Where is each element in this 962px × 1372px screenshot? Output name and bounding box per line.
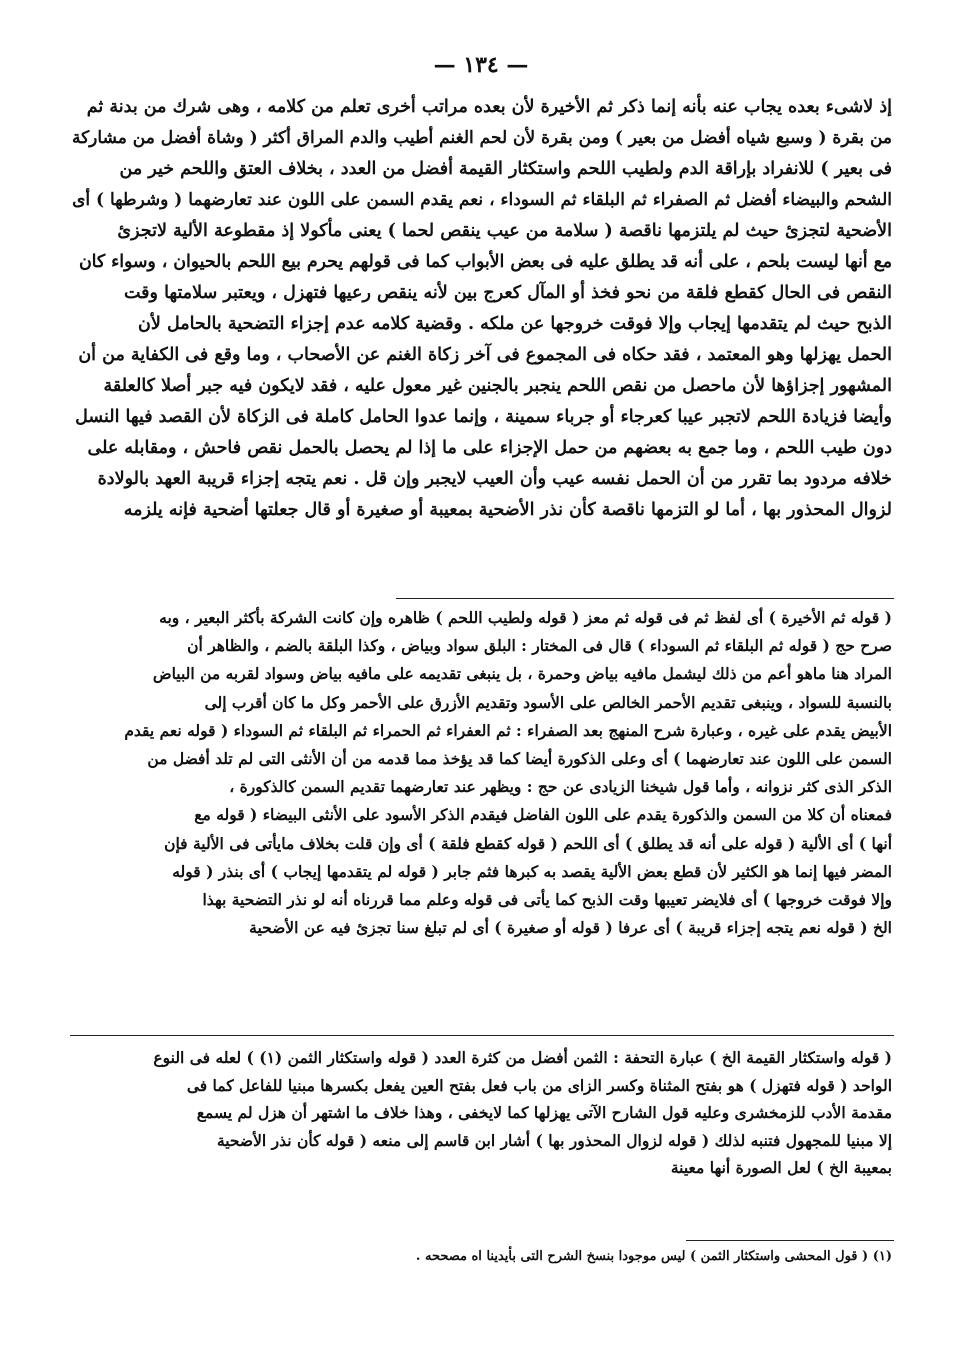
gloss-line: مقدمة الأدب للزمخشرى وعليه قول الشارح الآتى يهزلها كما لايخفى ، وهذا خلاف ما اشتهر أن هزل لم يسمع: [196, 1103, 892, 1123]
main-line: لزوال المحذور بها ، أما لو التزمها ناقصة كأن نذر الأضحية بمعيبة أو صغيرة أو قال جعلتها أضحية فإنه يلزمه: [123, 500, 892, 520]
gloss-text: [70, 1044, 892, 1182]
main-line: الشحم والبيضاء أفضل ثم الصفراء ثم البلقاء ثم السوداء ، نعم يقدم السمن على اللون عند تعارضهما ( وشرطها ) أى: [72, 190, 892, 210]
main-line: من بقرة ( وسبع شياه أفضل من بعير ) ومن بقرة لأن لحم الغنم أطيب والدم المراق أكثر ( وشاة أفضل من مشاركة: [71, 128, 892, 148]
commentary-line: الأبيض يقدم على غيره ، وعبارة شرح المنهج بعد الصفراء : ثم العفراء ثم الحمراء ثم البلقاء ثم السوداء ( قوله نعم يقدم: [124, 720, 892, 740]
gloss-line: إلا مبنيا للمجهول فتنبه لذلك ( قوله لزوال المحذور بها ) أشار ابن قاسم إلى منعه ( قوله كأن نذر الأضحية: [216, 1130, 892, 1150]
page-number: — ١٣٤ —: [433, 52, 529, 78]
commentary-line: أنها ) أى الألية ( قوله على أنه قد يطلق ) أى اللحم ( قوله كقطع فلقة ) أى وإن قلت بخلاف مايأتى فى الألية فإن: [164, 833, 892, 853]
commentary-line: المضر فيها إنما هو الكثير لأن قطع بعض الألية يقصد به كبرها فثم جابر ( قوله لم يتقدمها إيجاب ) أى بنذر ( قوله: [172, 861, 892, 881]
commentary-separator-rule: [70, 1035, 894, 1036]
main-line: النقص فى الحال كقطع فلقة من نحو فخذ أو المآل كعرج بين لأنه ينقص رعيها فتهزل ، ويعتبر سلامتها وقت: [123, 283, 892, 303]
main-line: الحمل يهزلها وهو المعتمد ، فقد حكاه فى المجموع فى آخر زكاة الغنم عن الأصحاب ، وما وقع فى الكفاية من أن: [78, 345, 892, 365]
footnote-line: (١) ( قول المحشى واستكثار الثمن ) ليس موجودا بنسخ الشرح التى بأيدينا اه مصححه .: [415, 1249, 892, 1264]
main-line: وأيضا فزيادة اللحم لاتجبر عيبا كعرجاء أو جرباء سمينة ، وإنما عدوا الحامل كاملة فى الزكاة لأن القصد فيها النسل: [75, 407, 892, 427]
main-line: إذ لاشىء بعده يجاب عنه بأنه إنما ذكر ثم الأخيرة لأن بعده مراتب أخرى تعلم من كلامه ، وهى شرك من بدنة ثم: [86, 97, 892, 117]
main-line: دون طيب اللحم ، وما جمع به بعضهم من حمل الإجزاء على ما إذا لم يحصل بالحمل نقص فاحش ، ومقابله على: [87, 438, 892, 458]
footnote: [70, 1244, 892, 1270]
main-line: مع أنها ليست بلحم ، على أنه قد يطلق عليه فى بعض الأبواب كما فى قولهم يحرم بيع اللحم بالحيوان ، وسواء كان: [78, 252, 892, 272]
commentary-line: فمعناه أن كلا من السمن والذكورة يقدم على اللون الفاضل فيقدم الذكر الأسود على الأنثى البيضاء ( قوله مع: [194, 805, 892, 825]
commentary-line: الخ ( قوله نعم يتجه إجزاء قريبة ) أى عرفا ( قوله أو صغيرة ) أى لم تبلغ سنا تجزئ فيه عن الأضحية: [249, 918, 892, 938]
commentary-text: [70, 604, 892, 942]
main-separator-rule: [396, 598, 894, 599]
main-line: خلافه مردود بما تقرر من أن الحمل نفسه عيب وأن العيب لايجبر وإن قل . نعم يتجه إجزاء قريبة العهد بالولادة: [97, 469, 892, 489]
gloss-line: ( قوله واستكثار القيمة الخ ) عبارة التحفة : الثمن أفضل من كثرة العدد ( قوله واستكثار الثمن (١) ) لعله فى النوع: [153, 1048, 892, 1067]
commentary-line: المراد هنا ماهو أعم من ذلك ليشمل مافيه بياض وحمرة ، بل ينبغى تقديمه على مافيه بياض وسواد لقربه من البياض: [152, 664, 892, 684]
gloss-line: بمعيبة الخ ) لعل الصورة أنها معينة: [670, 1158, 892, 1178]
main-line: فى بعير ) للانفراد بإراقة الدم ولطيب اللحم واستكثار القيمة أفضل من العدد ، بخلاف العتق واللحم خير من: [119, 159, 892, 179]
commentary-line: وإلا فوقت خروجها ) أى فلايضر تعيبها وقت الذبح كما يأتى فى قوله وعلم مما قررناه أنه لو نذر التضحية بهذا: [202, 889, 892, 909]
footnote-separator-rule: [686, 1240, 894, 1241]
commentary-line: السمن على اللون عند تعارضهما ) أى وعلى الذكورة أيضا كما قد يؤخذ مما قدمه من أن الأنثى التى لم تلد أفضل من: [147, 748, 892, 768]
main-line: الذبح حيث لم يتقدمها إيجاب وإلا فوقت خروجها عن ملكه . وقضية كلامه عدم إجزاء التضحية بالحامل لأن: [138, 314, 892, 334]
main-line: المشهور إجزاؤها لأن ماحصل من نقص اللحم ينجبر بالجنين غير معول عليه ، فقد لايكون فيه جبر أصلا كالعلقة: [103, 376, 892, 396]
main-text: [70, 92, 892, 526]
commentary-line: ( قوله ثم الأخيرة ) أى لفظ ثم فى قوله ثم معز ( قوله ولطيب اللحم ) ظاهره وإن كانت الشركة بأكثر البعير ، وبه: [159, 608, 892, 627]
main-line: الأضحية لتجزئ حيث لم يلتزمها ناقصة ( سلامة من عيب ينقص لحما ) يعنى مأكولا إذ مقطوعة الألية لاتجزئ: [117, 221, 892, 241]
gloss-line: الواحد ( قوله فتهزل ) هو بفتح المثناة وكسر الزاى من باب فعل بفتح العين يفعل بكسرها مبنيا للفاعل كما فى: [186, 1075, 892, 1095]
commentary-line: بالنسبة للسواد ، وينبغى تقديم الأحمر الخالص على الأسود وتقديم الأزرق على الأحمر وكل ما كان أقرب إلى: [204, 692, 892, 712]
commentary-line: الذكر الذى كثر نزوانه ، وأما قول شيخنا الزيادى عن حج : ويظهر عند تعارضهما تقديم السمن كالذكورة ،: [229, 777, 892, 797]
commentary-line: صرح حج ( قوله ثم البلقاء ثم السوداء ) قال فى المختار : البلق سواد وبياض ، وكذا البلقة بالضم ، والظاهر أن: [187, 636, 892, 656]
